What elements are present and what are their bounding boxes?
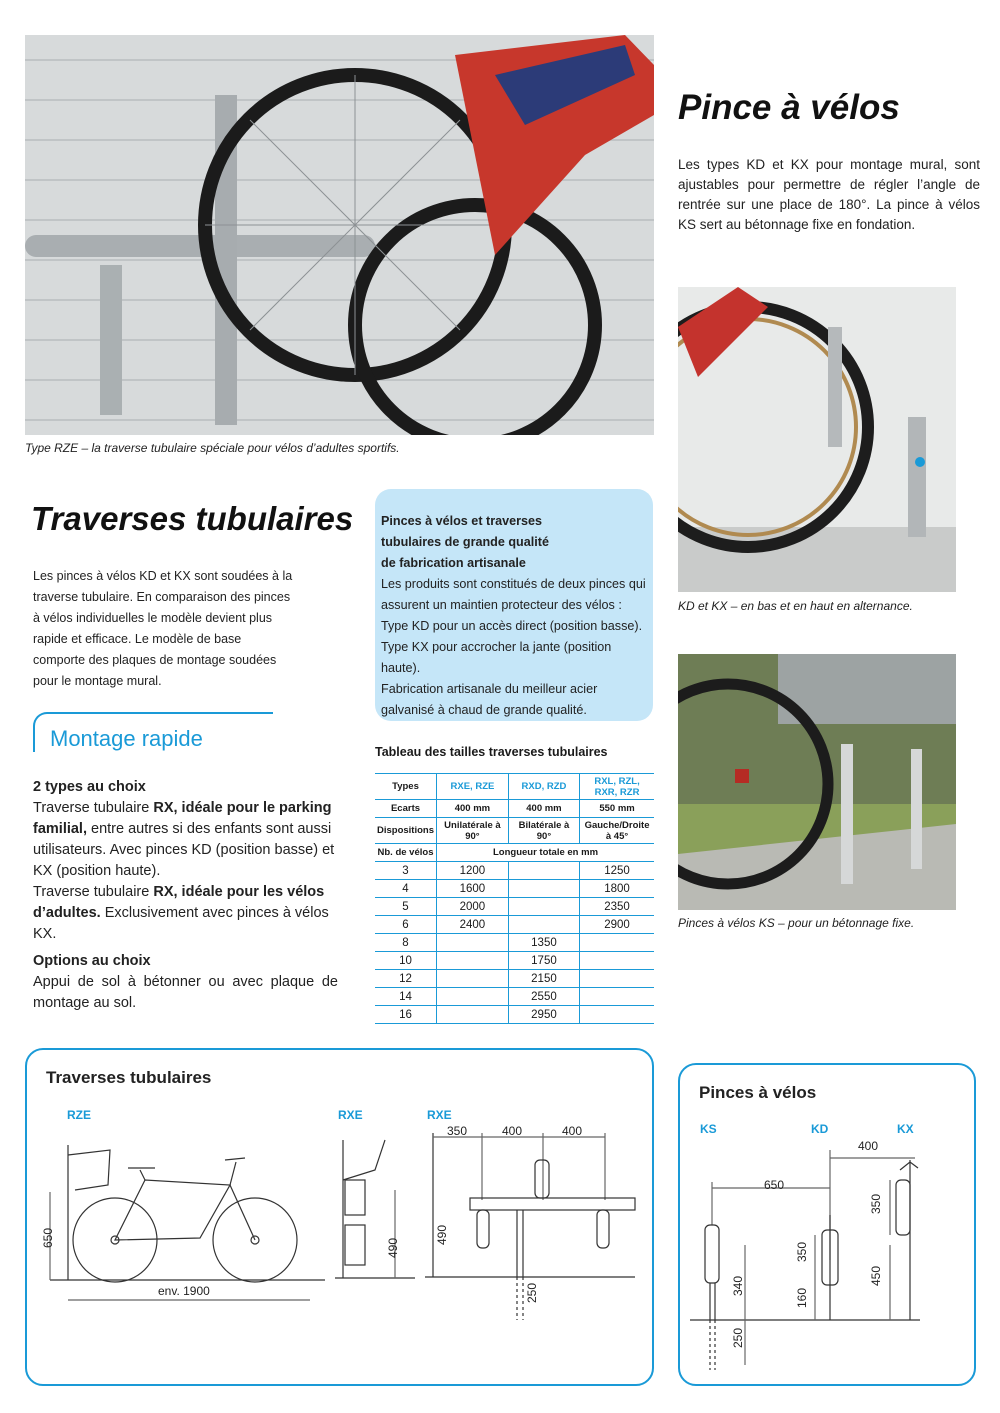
table-cell: 12: [375, 970, 437, 988]
kd-kx-caption: KD et KX – en bas et en haut en alternance.: [678, 599, 913, 613]
quality-line: galvanisé à chaud de grande qualité.: [381, 703, 587, 717]
dim-650: 650: [41, 1227, 55, 1248]
table-cell: 6: [375, 916, 437, 934]
table-cell: [508, 880, 579, 898]
quality-heading-2: tubulaires de grande qualité: [381, 535, 549, 549]
dim-350: 350: [795, 1241, 809, 1262]
dim-450: 450: [869, 1265, 883, 1286]
table-cell: [508, 862, 579, 880]
table-cell: 2400: [437, 916, 509, 934]
table-row: [375, 970, 654, 988]
table-row: [375, 898, 654, 916]
table-row: [375, 880, 654, 898]
table-cell: 3: [375, 862, 437, 880]
dim-400: 400: [502, 1124, 523, 1138]
table-cell: 1350: [508, 934, 579, 952]
table-cell: 2000: [437, 898, 509, 916]
table-row: [375, 934, 654, 952]
dim-350: 350: [869, 1193, 883, 1214]
montage-title: Montage rapide: [50, 726, 203, 751]
traverses-title: Traverses tubulaires: [31, 500, 354, 537]
quality-line: Les produits sont constitués de deux pinces qui: [381, 577, 646, 591]
table-cell: [508, 898, 579, 916]
table-cell: [580, 988, 654, 1006]
table-row: [375, 818, 654, 844]
header-cell: Types: [375, 774, 437, 800]
table-cell: 2350: [580, 898, 654, 916]
dim-650: 650: [764, 1178, 785, 1192]
header-cell: RXE, RZE: [437, 774, 509, 800]
header-cell: Longueur totale en mm: [437, 844, 654, 862]
table-cell: 1200: [437, 862, 509, 880]
table-cell: 4: [375, 880, 437, 898]
table-row: [375, 952, 654, 970]
rze-side-drawing: [40, 1130, 330, 1305]
header-cell: Gauche/Droite à 45°: [580, 818, 654, 844]
header-cell: Dispositions: [375, 818, 437, 844]
top-photo-caption: Type RZE – la traverse tubulaire spéciale pour vélos d’adultes sportifs.: [25, 441, 400, 455]
table-cell: 1250: [580, 862, 654, 880]
table-row: [375, 774, 654, 800]
header-cell: Unilatérale à 90°: [437, 818, 509, 844]
table-cell: [580, 1006, 654, 1024]
kd-kx-photo: [678, 287, 956, 592]
table-cell: 8: [375, 934, 437, 952]
table-row: [375, 988, 654, 1006]
options-text: Appui de sol à bétonner ou avec plaque de montage au sol.: [33, 974, 338, 1011]
dim-490: 490: [386, 1237, 400, 1258]
header-cell: Nb. de vélos: [375, 844, 437, 862]
table-row: [375, 844, 654, 862]
table-cell: 1600: [437, 880, 509, 898]
label-rze: RZE: [67, 1108, 91, 1122]
table-cell: [437, 952, 509, 970]
header-cell: 400 mm: [437, 800, 509, 818]
table-cell: [580, 970, 654, 988]
dim-env-1900: env. 1900: [158, 1284, 210, 1298]
label-ks: KS: [700, 1122, 717, 1136]
table-row: [375, 916, 654, 934]
quality-heading-1: Pinces à vélos et traverses: [381, 514, 543, 528]
table-row: [375, 862, 654, 880]
label-kx: KX: [897, 1122, 914, 1136]
table-cell: 2150: [508, 970, 579, 988]
header-cell: 550 mm: [580, 800, 654, 818]
quality-line: Type KX pour accrocher la jante (position haute).: [381, 640, 612, 675]
table-cell: 2550: [508, 988, 579, 1006]
rxe-side-drawing: [335, 1130, 415, 1290]
table-cell: 1750: [508, 952, 579, 970]
rze-wall-photo: [25, 35, 654, 435]
quality-line: Type KD pour un accès direct (position basse).: [381, 619, 643, 633]
quality-heading-3: de fabrication artisanale: [381, 556, 526, 570]
table-cell: [437, 934, 509, 952]
table-cell: [437, 988, 509, 1006]
table-cell: [580, 952, 654, 970]
pince-text: Les types KD et KX pour montage mural, sont ajustables pour permettre de régler l’angle de rentrée sur une place de 180°. La pince à vélos KS sert au bétonnage fixe en fondation.: [678, 157, 980, 232]
pinces-drawing-title: Pinces à vélos: [699, 1083, 817, 1102]
dim-250: 250: [731, 1327, 745, 1348]
table-cell: 1800: [580, 880, 654, 898]
table-cell: [437, 1006, 509, 1024]
table-cell: [437, 970, 509, 988]
dim-350: 350: [447, 1124, 468, 1138]
sizes-table: [375, 773, 654, 1024]
dim-250: 250: [525, 1282, 539, 1303]
pince-title: Pince à vélos: [678, 88, 900, 127]
dim-400: 400: [562, 1124, 583, 1138]
table-title: Tableau des tailles traverses tubulaires: [375, 745, 608, 759]
header-cell: Bilatérale à 90°: [508, 818, 579, 844]
traverses-text: Les pinces à vélos KD et KX sont soudées à la traverse tubulaire. En comparaison des pinces à vélos individuelles le modèle devient plus rapide et efficace. Le modèle de base comporte des plaques de montage soudées pour le montage mural.: [33, 569, 293, 688]
quality-info-box: [375, 489, 653, 721]
quality-line: assurent un maintien protecteur des vélos :: [381, 598, 622, 612]
table-cell: 16: [375, 1006, 437, 1024]
label-rxe: RXE: [338, 1108, 363, 1122]
table-cell: [580, 934, 654, 952]
table-cell: 2900: [580, 916, 654, 934]
table-cell: 10: [375, 952, 437, 970]
table-row: [375, 1006, 654, 1024]
table-cell: 14: [375, 988, 437, 1006]
label-rxe: RXE: [427, 1108, 452, 1122]
quality-line: Fabrication artisanale du meilleur acier: [381, 682, 598, 696]
table-cell: 2950: [508, 1006, 579, 1024]
label-kd: KD: [811, 1122, 829, 1136]
dim-400: 400: [858, 1139, 879, 1153]
header-cell: RXD, RZD: [508, 774, 579, 800]
traverses-drawing-title: Traverses tubulaires: [46, 1068, 212, 1087]
choice-paragraph-1: Traverse tubulaire RX, idéale pour le parking familial, entre autres si des enfants sont aussi utilisateurs. Avec pinces KD (position basse) et KX (position haute).: [33, 800, 335, 879]
table-row: [375, 800, 654, 818]
dim-160: 160: [795, 1287, 809, 1308]
table-cell: 5: [375, 898, 437, 916]
header-cell: RXL, RZL, RXR, RZR: [580, 774, 654, 800]
montage-options: [33, 777, 338, 1014]
dim-340: 340: [731, 1275, 745, 1296]
header-cell: Ecarts: [375, 800, 437, 818]
choice-heading: 2 types au choix: [33, 779, 146, 795]
options-heading: Options au choix: [33, 953, 151, 969]
choice-paragraph-2: Traverse tubulaire RX, idéale pour les vélos d’adultes. Exclusivement avec pinces à vélos KX.: [33, 884, 329, 942]
ks-photo: [678, 654, 956, 910]
table-cell: [508, 916, 579, 934]
dim-490: 490: [435, 1224, 449, 1245]
ks-caption: Pinces à vélos KS – pour un bétonnage fixe.: [678, 916, 915, 930]
header-cell: 400 mm: [508, 800, 579, 818]
